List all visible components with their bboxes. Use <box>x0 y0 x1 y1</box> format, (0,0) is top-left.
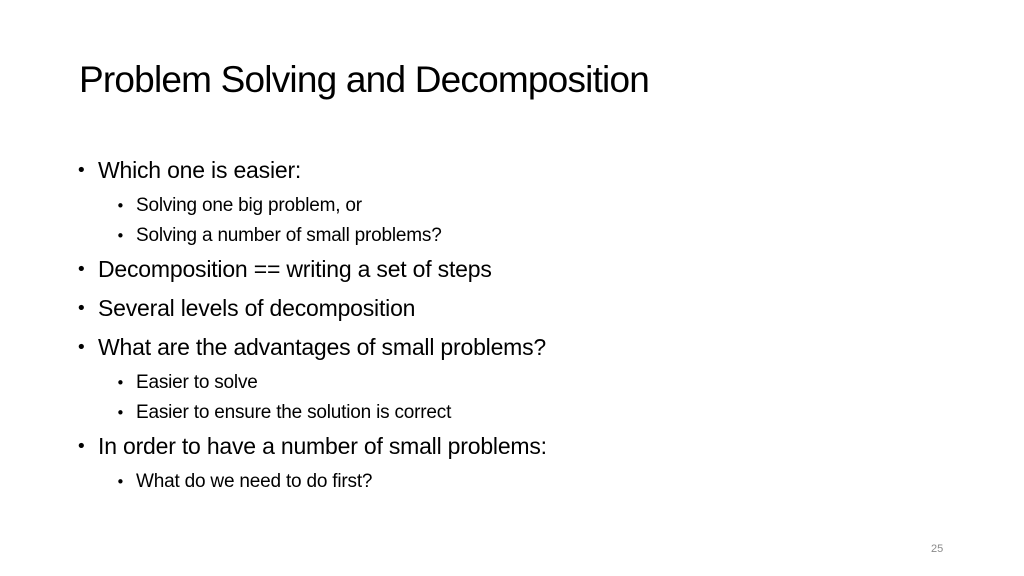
sub-bullet-text: Easier to solve <box>136 372 258 393</box>
bullet-text: Decomposition == writing a set of steps <box>98 256 492 282</box>
page-number: 25 <box>931 543 944 555</box>
bullet-text: Which one is easier: <box>98 157 302 183</box>
bullet-item <box>76 329 976 368</box>
bullet-item <box>76 152 976 191</box>
bullet-item <box>76 251 976 290</box>
bullet-text: In order to have a number of small problems: <box>98 433 547 459</box>
bullet-marker: • <box>116 374 125 392</box>
sub-bullet-item <box>76 398 976 428</box>
bullet-text: What are the advantages of small problems? <box>98 334 547 360</box>
sub-bullet-text: Easier to ensure the solution is correct <box>136 402 452 423</box>
bullet-marker: • <box>76 160 87 181</box>
bullet-marker: • <box>116 404 125 422</box>
bullet-text: Several levels of decomposition <box>98 295 416 321</box>
sub-bullet-text: What do we need to do first? <box>136 471 373 492</box>
bullet-item <box>76 290 976 329</box>
slide-title: Problem Solving and Decomposition <box>79 59 650 100</box>
bullet-marker: • <box>76 259 87 280</box>
sub-bullet-item <box>76 467 976 497</box>
sub-bullet-text: Solving one big problem, or <box>136 195 362 216</box>
bullet-list <box>76 152 976 497</box>
bullet-marker: • <box>76 436 87 457</box>
bullet-marker: • <box>116 473 125 491</box>
bullet-marker: • <box>76 337 87 358</box>
bullet-marker: • <box>116 227 125 245</box>
sub-bullet-text: Solving a number of small problems? <box>136 225 442 246</box>
sub-bullet-item <box>76 368 976 398</box>
bullet-marker: • <box>116 197 125 215</box>
bullet-item <box>76 428 976 467</box>
sub-bullet-item <box>76 191 976 221</box>
bullet-marker: • <box>76 298 87 319</box>
sub-bullet-item <box>76 221 976 251</box>
